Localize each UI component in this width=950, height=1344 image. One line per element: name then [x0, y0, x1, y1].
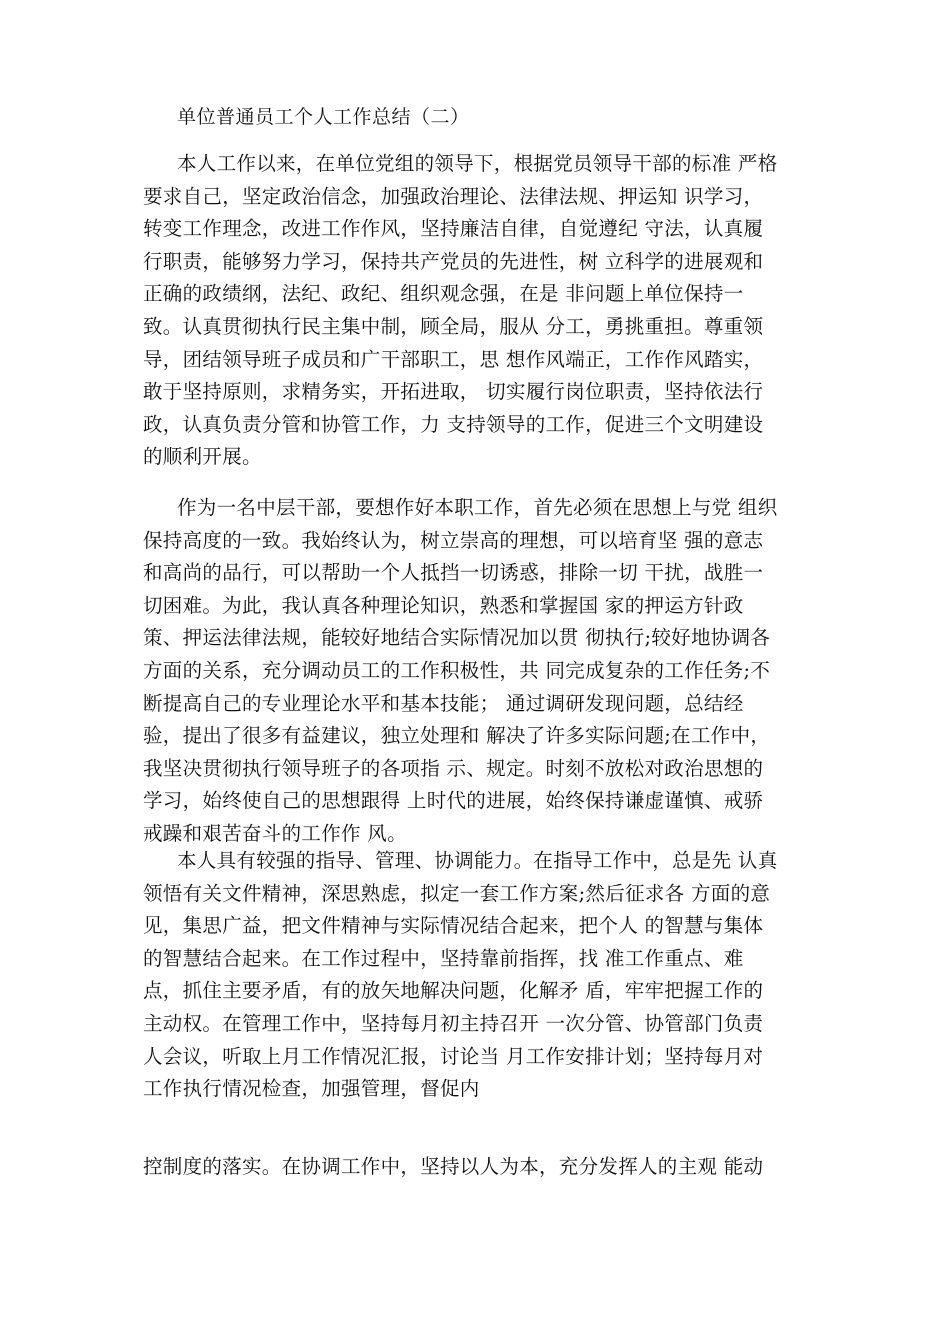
paragraph-4	[143, 1151, 833, 1184]
text-line: 和高尚的品行，可以帮助一个人抵挡一切诱惑，排除一切 干扰，战胜一	[143, 561, 764, 585]
text-line: 领悟有关文件精神，深思熟虑，拟定一套工作方案;然后征求各 方面的意	[143, 881, 771, 905]
text-line: 政，认真负责分管和协管工作，力 支持领导的工作，促进三个文明建设	[143, 412, 764, 436]
text-line: 本人工作以来，在单位党组的领导下，根据党员领导干部的标准 严格	[177, 152, 778, 175]
text-line: 工作执行情况检查，加强管理，督促内	[143, 1077, 480, 1101]
document-title: 单位普通员工个人工作总结（二）	[177, 106, 470, 128]
text-line: 我坚决贯彻执行领导班子的各项指 示、规定。时刻不放松对政治思想的	[143, 756, 764, 780]
text-line: 正确的政绩纲，法纪、政纪、组织观念强，在是 非问题上单位保持一	[143, 282, 744, 306]
text-line: 见，集思广益，把文件精神与实际情况结合起来，把个人 的智慧与集体	[143, 914, 764, 938]
text-line: 导，团结领导班子成员和广干部职工，思 想作风端正，工作作风踏实，	[143, 347, 764, 371]
text-line: 切困难。为此，我认真各种理论知识，熟悉和掌握国 家的押运方针政	[143, 593, 744, 617]
text-line: 敢于坚持原则，求精务实，开拓进取， 切实履行岗位职责，坚持依法行	[143, 380, 764, 404]
text-line: 验，提出了很多有益建议，独立处理和 解决了许多实际问题;在工作中，	[143, 724, 771, 748]
text-line: 策、押运法律法规，能较好地结合实际情况加以贯 彻执行;较好地协调各	[143, 626, 771, 650]
text-line: 的智慧结合起来。在工作过程中，坚持靠前指挥，找 准工作重点、难	[143, 946, 744, 970]
text-line: 致。认真贯彻执行民主集中制，顾全局，服从 分工，勇挑重担。尊重领	[143, 314, 764, 338]
text-line: 本人具有较强的指导、管理、协调能力。在指导工作中，总是先 认真	[177, 849, 778, 872]
text-line: 方面的关系，充分调动员工的工作积极性，共 同完成复杂的工作任务;不	[143, 658, 771, 682]
text-line: 主动权。在管理工作中，坚持每月初主持召开 一次分管、协管部门负责	[143, 1011, 764, 1035]
text-line: 断提高自己的专业理论水平和基本技能； 通过调研发现问题，总结经	[143, 691, 744, 715]
text-line: 行职责，能够努力学习，保持共产党员的先进性，树 立科学的进展观和	[143, 249, 764, 273]
text-line: 的顺利开展。	[143, 445, 262, 469]
text-line: 戒躁和艰苦奋斗的工作作 风。	[143, 821, 407, 845]
text-line: 转变工作理念，改进工作作风，坚持廉洁自律，自觉遵纪 守法，认真履	[143, 217, 764, 241]
text-line: 控制度的落实。在协调工作中，坚持以人为本，充分发挥人的主观 能动	[143, 1155, 764, 1178]
paragraph-3	[143, 845, 833, 1106]
paragraph-2	[143, 492, 833, 851]
text-line: 点，抓住主要矛盾，有的放矢地解决问题，化解矛 盾，牢牢把握工作的	[143, 979, 764, 1003]
text-line: 要求自己，坚定政治信念，加强政治理论、法律法规、押运知 识学习，	[143, 184, 764, 208]
text-line: 人会议，听取上月工作情况汇报，讨论当 月工作安排计划；坚持每月对	[143, 1044, 764, 1068]
text-line: 保持高度的一致。我始终认为，树立崇高的理想，可以培育坚 强的意志	[143, 528, 764, 552]
text-line: 学习，始终使自己的思想跟得 上时代的进展，始终保持谦虚谨慎、戒骄	[143, 789, 764, 813]
text-line: 作为一名中层干部，要想作好本职工作，首先必须在思想上与党 组织	[177, 496, 778, 519]
paragraph-1	[143, 148, 833, 474]
